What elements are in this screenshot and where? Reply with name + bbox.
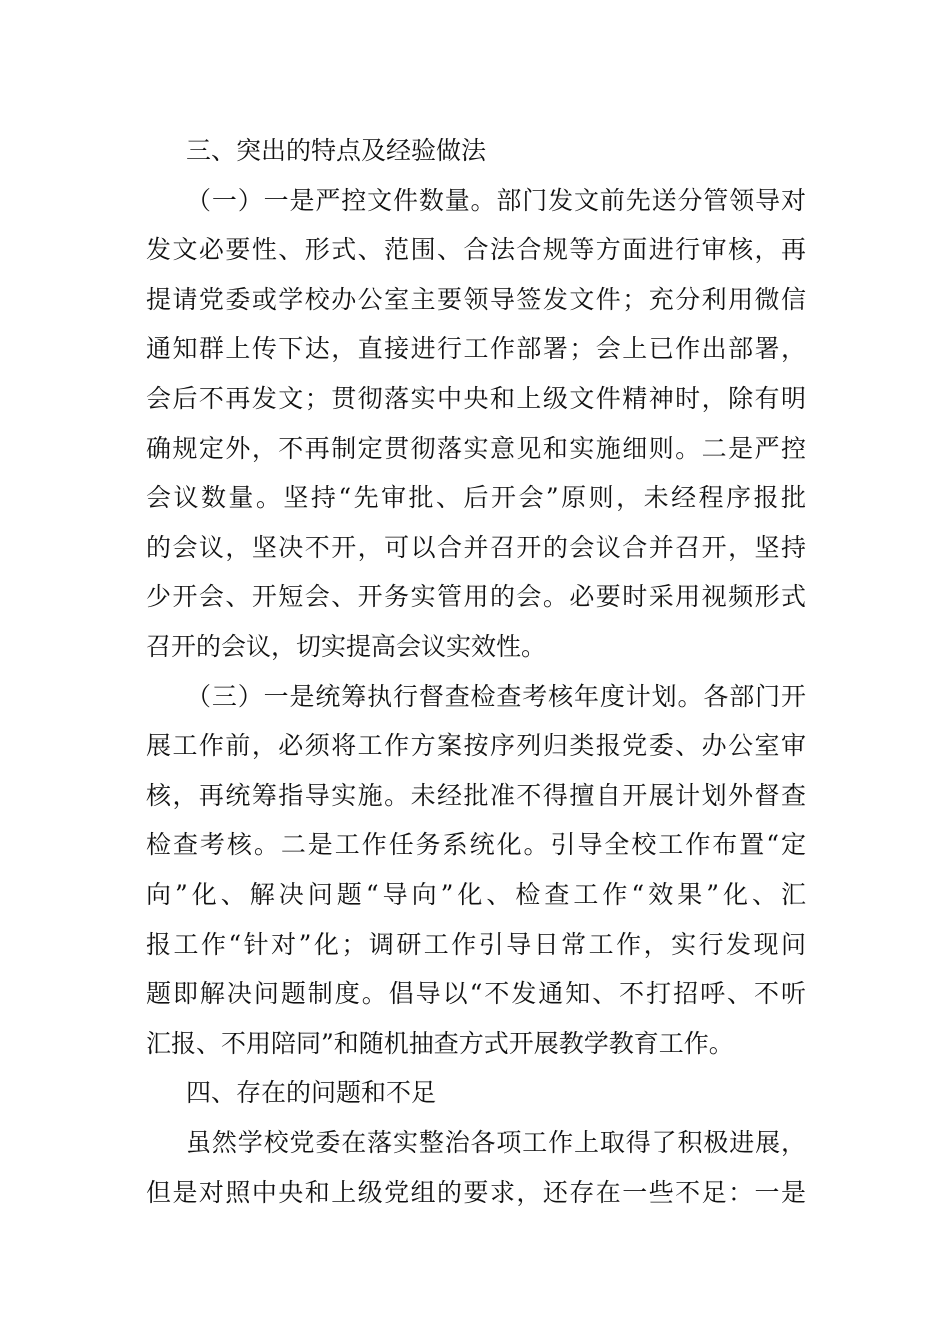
document-line: 虽然学校党委在落实整治各项工作上取得了积极进展， <box>186 1128 806 1157</box>
document-line: 报工作“针对”化；调研工作引导日常工作，实行发现问 <box>146 929 806 959</box>
document-line: 提请党委或学校办公室主要领导签发文件；充分利用微信 <box>146 284 806 314</box>
document-line: 核，再统筹指导实施。未经批准不得擅自开展计划外督查 <box>146 780 806 810</box>
document-line: 但是对照中央和上级党组的要求，还存在一些不足：一是 <box>146 1177 806 1207</box>
document-line: 少开会、开短会、开务实管用的会。必要时采用视频形式 <box>146 582 806 612</box>
document-line: 会议数量。坚持“先审批、后开会”原则，未经程序报批 <box>146 483 806 513</box>
document-line: 通知群上传下达，直接进行工作部署；会上已作出部署， <box>146 334 806 364</box>
document-line: 汇报、不用陪同”和随机抽查方式开展教学教育工作。 <box>146 1028 734 1058</box>
document-line: 检查考核。二是工作任务系统化。引导全校工作布置“定 <box>146 830 806 860</box>
document-line: 确规定外，不再制定贯彻落实意见和实施细则。二是严控 <box>146 433 806 463</box>
document-line: 发文必要性、形式、范围、合法合规等方面进行审核，再 <box>146 235 806 265</box>
document-line: 会后不再发文；贯彻落实中央和上级文件精神时，除有明 <box>146 384 806 413</box>
document-line: 向”化、解决问题“导向”化、检查工作“效果”化、汇 <box>146 880 806 909</box>
document-line: 题即解决问题制度。倡导以“不发通知、不打招呼、不听 <box>146 979 806 1009</box>
document-line: （三）一是统筹执行督查检查考核年度计划。各部门开 <box>186 681 806 711</box>
document-line: 召开的会议，切实提高会议实效性。 <box>146 632 547 661</box>
document-line: 展工作前，必须将工作方案按序列归类报党委、办公室审 <box>146 731 806 761</box>
document-line: 的会议，坚决不开，可以合并召开的会议合并召开，坚持 <box>146 532 806 562</box>
document-line: （一）一是严控文件数量。部门发文前先送分管领导对 <box>186 185 806 215</box>
document-line: 四、存在的问题和不足 <box>186 1078 437 1108</box>
document-line: 三、突出的特点及经验做法 <box>186 136 487 165</box>
